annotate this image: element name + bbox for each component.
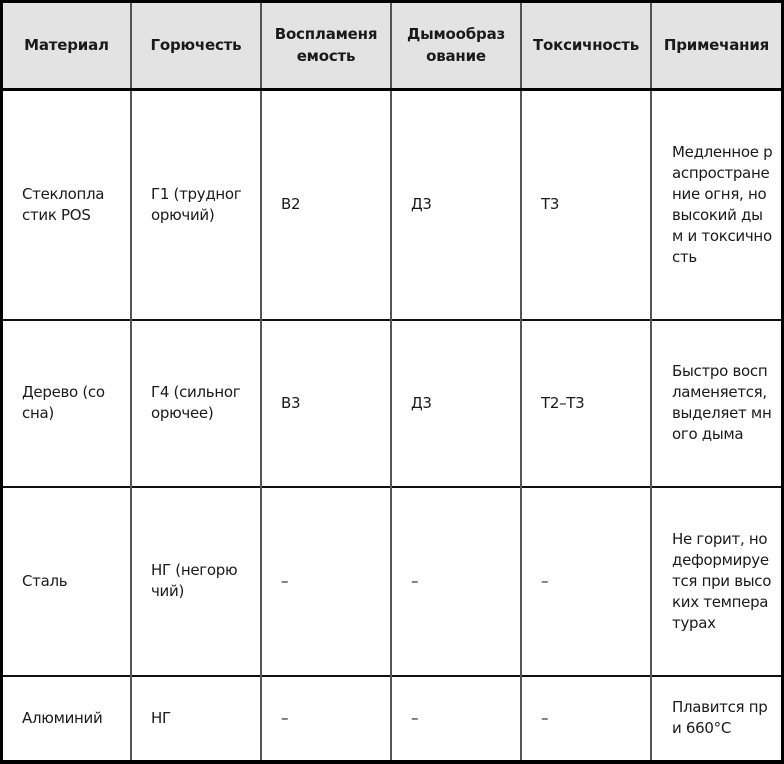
cell-notes: Быстро воспламеняется, выделяет много дыма [651, 320, 781, 487]
cell-toxicity: – [521, 487, 651, 676]
table-row [3, 487, 781, 676]
header-notes: Примечания [651, 3, 781, 89]
table-header [3, 3, 781, 89]
cell-flammability: – [261, 676, 391, 760]
cell-material: Сталь [3, 487, 131, 676]
cell-notes: Не горит, но деформируется при высоких температурах [651, 487, 781, 676]
table-row [3, 89, 781, 320]
cell-flammability: – [261, 487, 391, 676]
cell-combustibility: НГ (негорючий) [131, 487, 261, 676]
materials-fire-properties-table [3, 3, 781, 760]
cell-toxicity: Т2–Т3 [521, 320, 651, 487]
cell-material: Дерево (сосна) [3, 320, 131, 487]
cell-smoke: – [391, 487, 521, 676]
cell-smoke: Д3 [391, 89, 521, 320]
header-row [3, 3, 781, 89]
cell-combustibility: Г4 (сильногорючее) [131, 320, 261, 487]
header-material: Материал [3, 3, 131, 89]
header-toxicity: Токсичность [521, 3, 651, 89]
cell-smoke: Д3 [391, 320, 521, 487]
cell-material: Стеклопластик POS [3, 89, 131, 320]
table-body [3, 89, 781, 760]
header-flammability: Воспламеняемость [261, 3, 391, 89]
header-combustibility: Горючесть [131, 3, 261, 89]
cell-notes: Медленное распространение огня, но высокий дым и токсичность [651, 89, 781, 320]
cell-flammability: В2 [261, 89, 391, 320]
cell-material: Алюминий [3, 676, 131, 760]
cell-toxicity: Т3 [521, 89, 651, 320]
cell-combustibility: НГ [131, 676, 261, 760]
table-row [3, 676, 781, 760]
cell-notes: Плавится при 660°C [651, 676, 781, 760]
cell-smoke: – [391, 676, 521, 760]
cell-combustibility: Г1 (трудногорючий) [131, 89, 261, 320]
header-smoke: Дымообразование [391, 3, 521, 89]
cell-flammability: В3 [261, 320, 391, 487]
cell-toxicity: – [521, 676, 651, 760]
table-row [3, 320, 781, 487]
